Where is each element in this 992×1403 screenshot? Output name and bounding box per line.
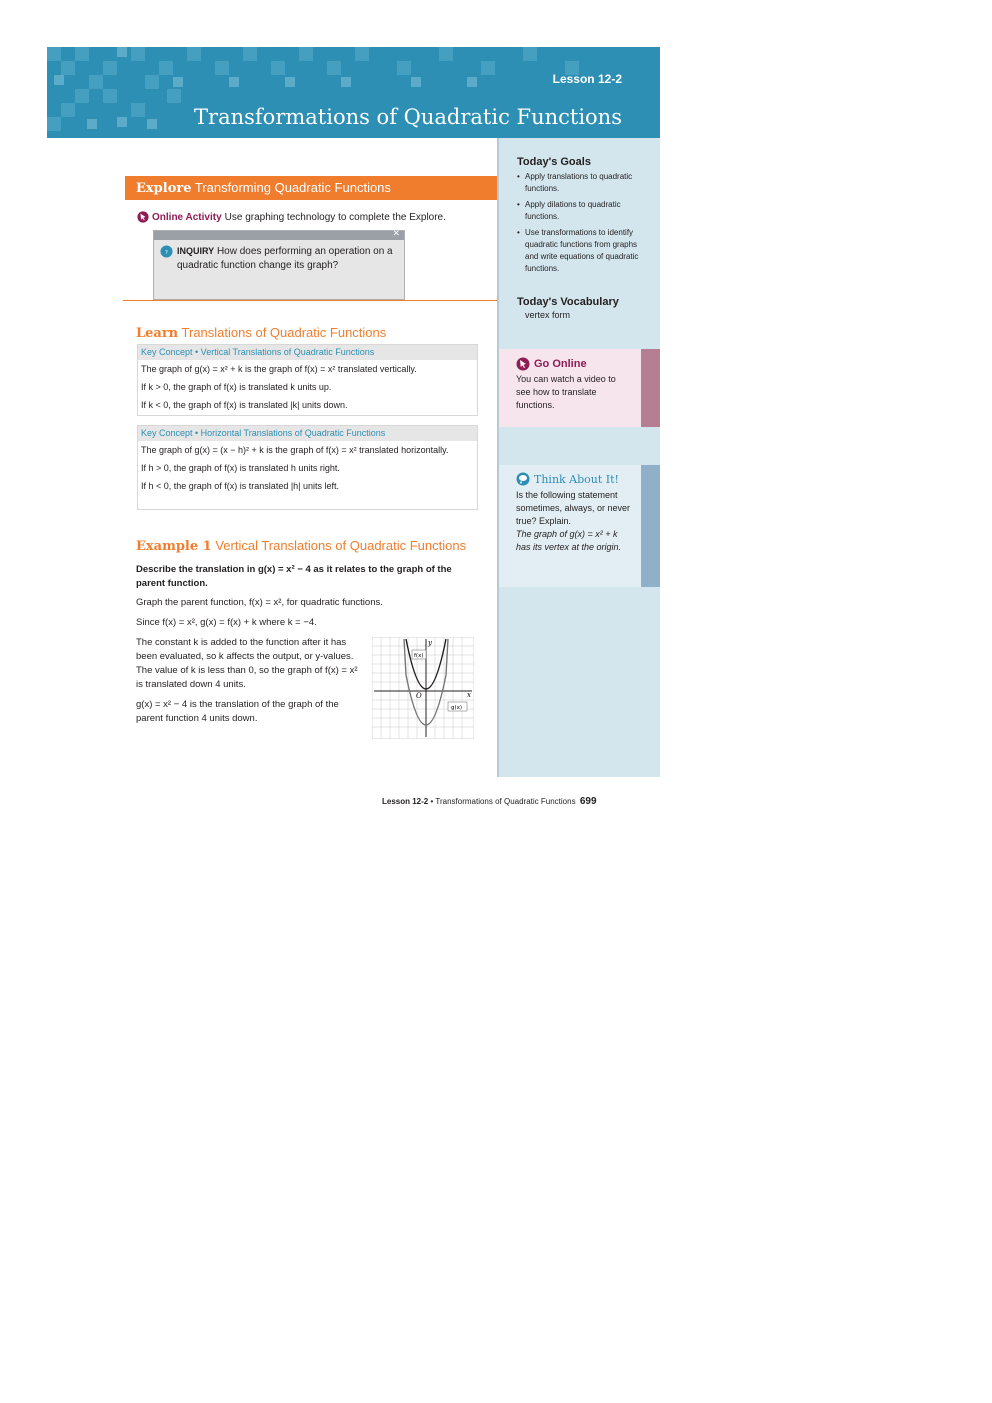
key-concept-horizontal [137,425,478,510]
go-online-box[interactable] [499,349,641,427]
lesson-number: Lesson 12-2 [552,72,622,86]
online-activity-label: Online Activity [152,211,222,223]
goal-item: • Apply dilations to quadratic functions. [517,199,647,223]
explore-heading [125,176,497,200]
page-footer [382,796,597,807]
example-heading [136,538,466,554]
footer-lesson: Lesson 12-2 [382,797,429,806]
key-concept-line: If h > 0, the graph of f(x) is translated h units right. [141,463,340,473]
vocab-term: vertex form [525,310,571,320]
inquiry-icon [160,245,173,258]
divider [123,300,497,301]
origin-label: O [416,692,422,700]
example-step: Graph the parent function, f(x) = x², for quadratic functions. [136,597,383,608]
example-conclusion: g(x) = x² − 4 is the translation of the graph of the parent function 4 units down. [136,699,339,724]
think-text: Is the following statement sometimes, always, or never true? Explain. [516,490,631,526]
key-concept-line: The graph of g(x) = x² + k is the graph of f(x) = x² translated vertically. [141,364,417,374]
online-activity[interactable] [137,211,446,223]
footer-separator: • [430,797,434,806]
think-tab [641,465,660,587]
example-explanation: The constant k is added to the function after it has been evaluated, so k affects the output, or y-values. The value of k is less than 0, so the graph of f(x) = x² is translated down 4 units. [136,637,358,690]
think-title: Think About It! [534,472,619,486]
example-label: Example 1 [136,539,212,554]
key-concept-line: If k < 0, the graph of f(x) is translated |k| units down. [141,400,348,410]
goals-heading: Today's Goals [517,156,591,168]
key-concept-heading: Key Concept • Horizontal Translations of Quadratic Functions [138,426,477,441]
learn-label: Learn [136,326,179,341]
inquiry-label: INQUIRY [177,246,215,256]
explore-title: Transforming Quadratic Functions [194,180,391,195]
lesson-title: Transformations of Quadratic Functions [194,105,622,129]
todays-goals [517,156,647,279]
goal-item: • Use transformations to identify quadratic functions from graphs and write equations of quadratic functions. [517,227,647,275]
goal-item: • Apply translations to quadratic functions. [517,171,647,195]
y-axis-label: y [428,639,432,647]
parabola-graph [372,637,474,739]
lesson-header [47,47,660,138]
example-step: Since f(x) = x², g(x) = f(x) + k where k = −4. [136,617,317,628]
learn-heading [136,325,386,341]
explore-label: Explore [136,181,192,196]
example-prompt: Describe the translation in g(x) = x² − 4 as it relates to the graph of the parent function. [136,564,452,589]
example-title: Vertical Translations of Quadratic Functions [215,538,467,553]
key-concept-heading: Key Concept • Vertical Translations of Quadratic Functions [138,345,477,360]
cursor-icon [516,357,530,371]
online-activity-text: Use graphing technology to complete the Explore. [224,211,446,223]
key-concept-line: If h < 0, the graph of f(x) is translated |h| units left. [141,481,340,491]
x-axis-label: x [467,691,471,699]
g-label: g(x) [451,705,463,711]
todays-vocabulary [517,296,619,320]
go-online-text: You can watch a video to see how to translate functions. [516,374,616,410]
go-online-title: Go Online [534,357,587,370]
sidebar [497,138,660,777]
page-number: 699 [579,796,597,807]
cursor-icon [137,211,149,223]
footer-title: Transformations of Quadratic Functions [435,797,576,806]
key-concept-line: The graph of g(x) = (x − h)² + k is the graph of f(x) = x² translated horizontally. [141,445,449,455]
go-online-tab [641,349,660,427]
think-statement: The graph of g(x) = x² + k has its vertex at the origin. [516,529,622,552]
f-label: f(x) [414,653,424,659]
key-concept-line: If k > 0, the graph of f(x) is translated k units up. [141,382,332,392]
close-icon[interactable]: ✕ [392,228,400,238]
svg-text:?: ? [165,249,168,256]
thought-bubble-icon [516,472,530,486]
inquiry-box [153,230,405,300]
learn-title: Translations of Quadratic Functions [181,325,387,340]
key-concept-vertical [137,344,478,416]
vocab-heading: Today's Vocabulary [517,296,619,308]
think-about-it-box [499,465,641,587]
inquiry-text: How does performing an operation on a quadratic function change its graph? [177,246,393,271]
